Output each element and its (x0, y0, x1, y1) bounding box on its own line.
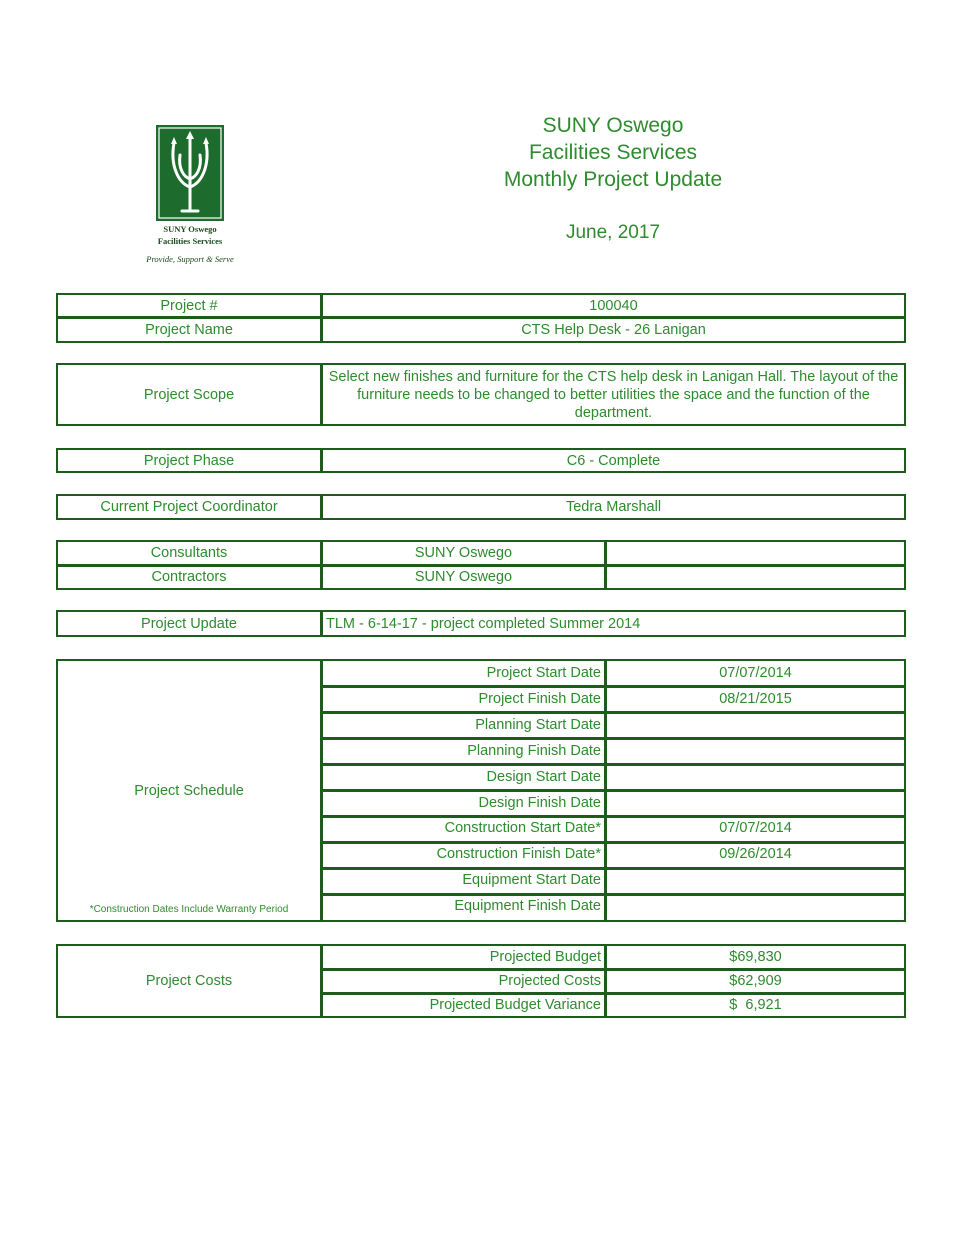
trident-icon (156, 125, 224, 221)
schedule-row-value: 07/07/2014 (719, 665, 792, 681)
consultants-label: Consultants (150, 545, 228, 561)
coordinator-label: Current Project Coordinator (100, 499, 278, 515)
schedule-row-value (607, 894, 904, 918)
schedule-row-value (607, 791, 904, 815)
contractors-value: SUNY Oswego (414, 569, 513, 585)
schedule-row-label: Equipment Finish Date (454, 898, 601, 914)
schedule-row-value (607, 739, 904, 763)
page-title: Monthly Project Update (503, 168, 723, 191)
report-date: June, 2017 (565, 222, 661, 243)
project-phase-value: C6 - Complete (566, 452, 661, 469)
project-scope-label: Project Scope (143, 386, 235, 403)
logo (140, 125, 240, 270)
project-number-label: Project # (160, 297, 218, 314)
cost-row-value: $ 6,921 (729, 997, 782, 1013)
cost-row-value: $69,830 (729, 949, 782, 965)
schedule-row-value (607, 868, 904, 892)
schedule-row-value: 07/07/2014 (719, 820, 792, 836)
cost-row-label: Projected Budget (489, 949, 601, 965)
cost-row-label: Projected Costs (498, 973, 601, 989)
header-dept: Facilities Services (528, 141, 698, 164)
project-name-value: CTS Help Desk - 26 Lanigan (521, 321, 706, 338)
schedule-label: Project Schedule (134, 782, 244, 799)
schedule-row-label: Design Start Date (486, 769, 601, 785)
project-name-label: Project Name (145, 321, 233, 338)
project-update-label: Project Update (141, 615, 237, 632)
schedule-row-value: 09/26/2014 (719, 846, 792, 862)
schedule-row-label: Planning Finish Date (467, 743, 601, 759)
logo-name: SUNY Oswego (163, 224, 217, 234)
coordinator-value: Tedra Marshall (565, 499, 662, 515)
schedule-row-value (607, 713, 904, 737)
project-update-value: TLM - 6-14-17 - project completed Summer 2014 (326, 615, 641, 632)
schedule-row-label: Planning Start Date (475, 717, 601, 733)
cost-row-value: $62,909 (729, 973, 782, 989)
schedule-row-label: Construction Start Date* (444, 820, 601, 836)
schedule-row-label: Project Finish Date (478, 691, 601, 707)
header-org: SUNY Oswego (542, 114, 684, 137)
cost-row-label: Projected Budget Variance (429, 997, 601, 1013)
schedule-row-label: Design Finish Date (478, 795, 601, 811)
consultants-value: SUNY Oswego (414, 545, 513, 561)
logo-dept: Facilities Services (157, 236, 223, 246)
schedule-row-label: Construction Finish Date* (436, 846, 601, 862)
logo-tagline: Provide, Support & Serve (146, 254, 234, 264)
project-number-value: 100040 (589, 297, 638, 314)
schedule-note: *Construction Dates Include Warranty Period (89, 903, 289, 915)
project-phase-label: Project Phase (143, 452, 235, 469)
schedule-row-label: Project Start Date (486, 665, 601, 681)
schedule-row-label: Equipment Start Date (462, 872, 601, 888)
schedule-row-value (607, 765, 904, 789)
project-scope-value: Select new finishes and furniture for the CTS help desk in Lanigan Hall. The layout of the furniture needs to be changed to better utilities the space and the function of the department. (328, 368, 899, 421)
costs-label: Project Costs (145, 973, 233, 989)
schedule-row-value: 08/21/2015 (719, 691, 792, 707)
contractors-label: Contractors (151, 569, 227, 585)
